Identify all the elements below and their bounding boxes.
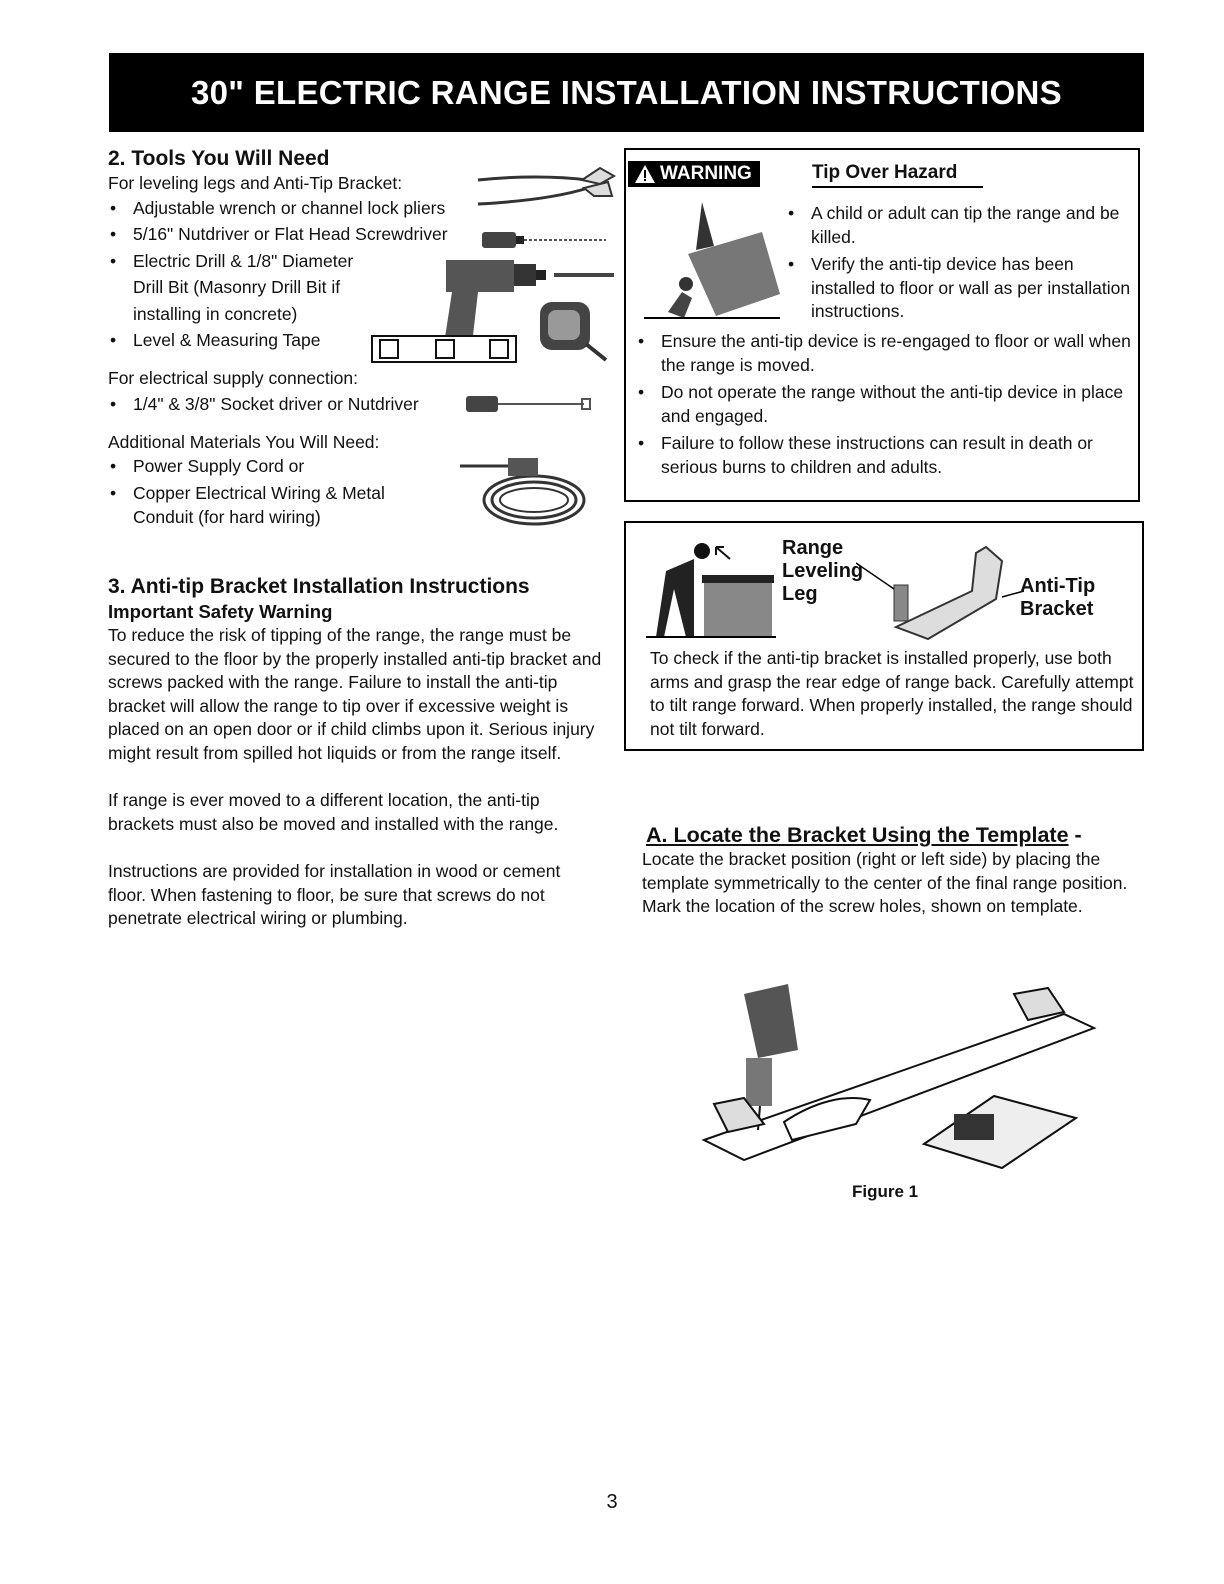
- check-instructions: To check if the anti-tip bracket is installed properly, use both arms and grasp the rear edge of range back. Carefully attempt to tilt range forward. When properly installed, the range should not tilt forward.: [650, 648, 1134, 739]
- label-line: Leg: [782, 583, 818, 605]
- additional-continuation: Conduit (for hard wiring): [133, 507, 321, 527]
- warning-triangle-icon: [634, 164, 656, 184]
- list-item: • Adjustable wrench or channel lock pliers: [108, 197, 608, 221]
- warning-badge: [628, 161, 760, 187]
- title-banner: [109, 53, 1144, 132]
- leveling-continuation: installing in concrete): [133, 303, 298, 324]
- list-item: • Failure to follow these instructions can result in death or serious burns to children and adults.: [636, 432, 1136, 479]
- electrical-intro: For electrical supply connection:: [108, 367, 358, 388]
- safety-warning-heading: Important Safety Warning: [108, 601, 333, 622]
- anti-tip-bracket-icon: [856, 541, 1026, 641]
- anti-tip-paragraph: To reduce the risk of tipping of the range, the range must be secured to the floor by the properly installed anti-tip bracket and screws packed with the range. Failure to install the anti-tip bracket will allow the range to tip over if excessive weight is placed on an open door or if child climbs upon it. Serious injury might result from spilled hot liquids or from the range itself.: [108, 625, 602, 763]
- left-column: [108, 146, 608, 931]
- tape-measure-icon: [536, 298, 608, 364]
- figure-caption: Figure 1: [852, 1182, 919, 1201]
- warning-list-bottom: [636, 330, 1136, 479]
- check-bracket-box: [624, 521, 1144, 751]
- list-item: • 5/16" Nutdriver or Flat Head Screwdriver: [108, 223, 608, 247]
- leveling-continuation: Drill Bit (Masonry Drill Bit if: [133, 277, 341, 297]
- anti-tip-paragraph: If range is ever moved to a different location, the anti-tip brackets must also be moved and installed with the range.: [108, 790, 559, 834]
- warning-box: [624, 148, 1140, 502]
- warning-title: Tip Over Hazard: [812, 160, 983, 188]
- list-item: • Power Supply Cord or: [108, 455, 608, 479]
- list-item: • Do not operate the range without the anti-tip device in place and engaged.: [636, 381, 1136, 428]
- person-tilting-range-icon: [646, 541, 776, 639]
- locate-instructions: Locate the bracket position (right or left side) by placing the template symmetrically to the center of the final range position. Mark the location of the screw holes, shown on template.: [642, 849, 1128, 916]
- label-line: Range: [782, 537, 844, 559]
- locate-heading-dash: -: [1068, 823, 1082, 847]
- anti-tip-heading: 3. Anti-tip Bracket Installation Instructions: [108, 575, 530, 598]
- tools-heading: 2. Tools You Will Need: [108, 147, 330, 170]
- list-item: • Verify the anti-tip device has been installed to floor or wall as per installation instructions.: [786, 253, 1138, 324]
- leveling-leg-label: [782, 537, 863, 606]
- label-line: Bracket: [1020, 598, 1094, 620]
- list-item: • Electric Drill & 1/8" Diameter: [108, 250, 608, 274]
- pliers-icon: [476, 166, 616, 212]
- list-item: • 1/4" & 3/8" Socket driver or Nutdriver: [108, 393, 608, 417]
- power-cord-icon: [448, 454, 588, 528]
- leveling-intro: For leveling legs and Anti-Tip Bracket:: [108, 173, 403, 193]
- additional-intro: Additional Materials You Will Need:: [108, 431, 380, 452]
- page-number: 3: [606, 1491, 618, 1513]
- list-item: • A child or adult can tip the range and be killed.: [786, 202, 1138, 249]
- list-item: • Copper Electrical Wiring & Metal: [108, 482, 608, 506]
- anti-tip-section: [108, 574, 608, 931]
- screwdriver-icon: [480, 228, 610, 252]
- list-item: • Ensure the anti-tip device is re-engaged to floor or wall when the range is moved.: [636, 330, 1136, 377]
- socket-driver-icon: [464, 392, 594, 416]
- anti-tip-bracket-label: [1020, 575, 1095, 621]
- page-title: 30" ELECTRIC RANGE INSTALLATION INSTRUCTIONS: [191, 73, 1062, 111]
- locate-heading-text: A. Locate the Bracket Using the Template: [646, 823, 1069, 847]
- label-line: Leveling: [782, 560, 864, 582]
- anti-tip-paragraph: Instructions are provided for installation in wood or cement floor. When fastening to floor, be sure that screws do not penetrate electrical wiring or plumbing.: [108, 861, 561, 928]
- warning-list-top: [786, 202, 1138, 324]
- tools-section: [108, 146, 608, 538]
- tipping-range-icon: [640, 198, 780, 320]
- label-line: Anti-Tip: [1020, 575, 1096, 597]
- list-item: • Level & Measuring Tape: [108, 329, 608, 353]
- warning-badge-label: WARNING: [660, 163, 752, 184]
- locate-heading: [646, 822, 1082, 848]
- level-icon: [370, 332, 520, 366]
- drill-template-figure: [684, 954, 1104, 1176]
